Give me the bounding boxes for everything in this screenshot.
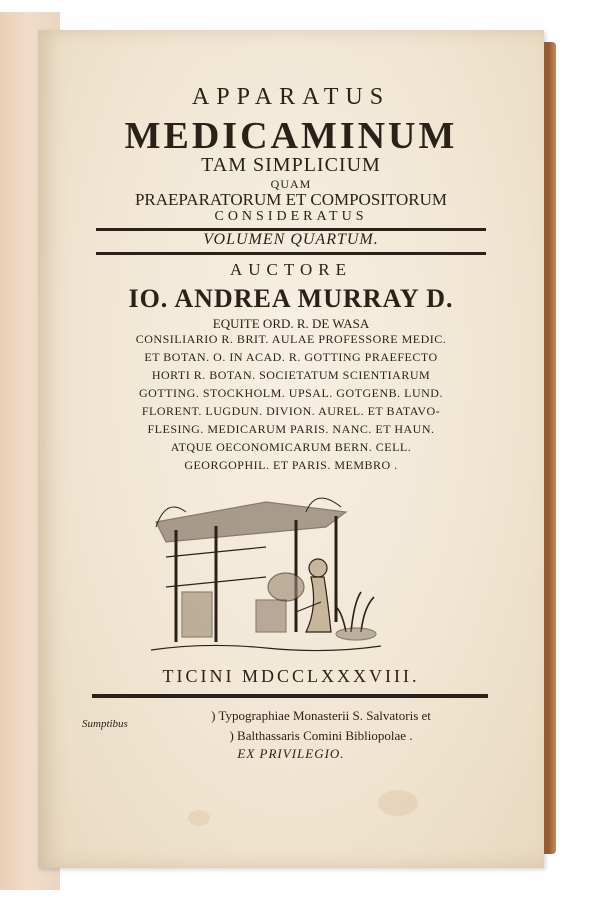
divider-rule (96, 252, 486, 255)
imprint-line-1: ) Typographiae Monasterii S. Salvatoris et (211, 708, 431, 723)
credential-line: ATQUE OECONOMICARUM BERN. CELL. (170, 440, 412, 454)
author-order: EQUITE ORD. R. DE WASA (212, 316, 370, 331)
place-and-date: TICINI MDCCLXXXVIII. (162, 666, 420, 686)
divider-rule (92, 694, 488, 698)
title-page-text (38, 30, 544, 868)
woodcut-vignette (146, 482, 386, 662)
volume-label: VOLUMEN QUARTUM. (203, 231, 379, 248)
credential-line: HORTI R. BOTAN. SOCIETATUM SCIENTIARUM (151, 368, 431, 382)
title-line-5: PRAEPARATORUM ET COMPOSITORUM (134, 190, 448, 209)
credential-line: FLORENT. LUGDUN. DIVION. AUREL. ET BATAVO- (141, 404, 441, 418)
title-line-2: MEDICAMINUM (124, 115, 458, 157)
sumptibus-label: Sumptibus (82, 718, 128, 730)
credential-line: ET BOTAN. O. IN ACAD. R. GOTTING PRAEFECTO (144, 350, 438, 364)
imprint-line-2: ) Balthassaris Comini Bibliopolae . (229, 728, 413, 743)
credential-line: CONSILIARIO R. BRIT. AULAE PROFESSORE MEDIC. (135, 332, 447, 346)
title-line-6: CONSIDERATUS (214, 209, 368, 224)
auctore-label: AUCTORE (230, 260, 352, 279)
title-line-4: QUAM (270, 177, 312, 191)
author-name: IO. ANDREA MURRAY D. (128, 284, 454, 313)
title-page (38, 30, 544, 868)
credential-line: GOTTING. STOCKHOLM. UPSAL. GOTGENB. LUND. (139, 386, 443, 400)
privilege-line: EX PRIVILEGIO. (237, 746, 345, 761)
credential-line: GEORGOPHIL. ET PARIS. MEMBRO . (184, 458, 398, 472)
title-line-1: APPARATUS (191, 84, 391, 110)
title-line-3: TAM SIMPLICIUM (201, 154, 381, 176)
credential-line: FLESING. MEDICARUM PARIS. NANC. ET HAUN. (147, 422, 435, 436)
